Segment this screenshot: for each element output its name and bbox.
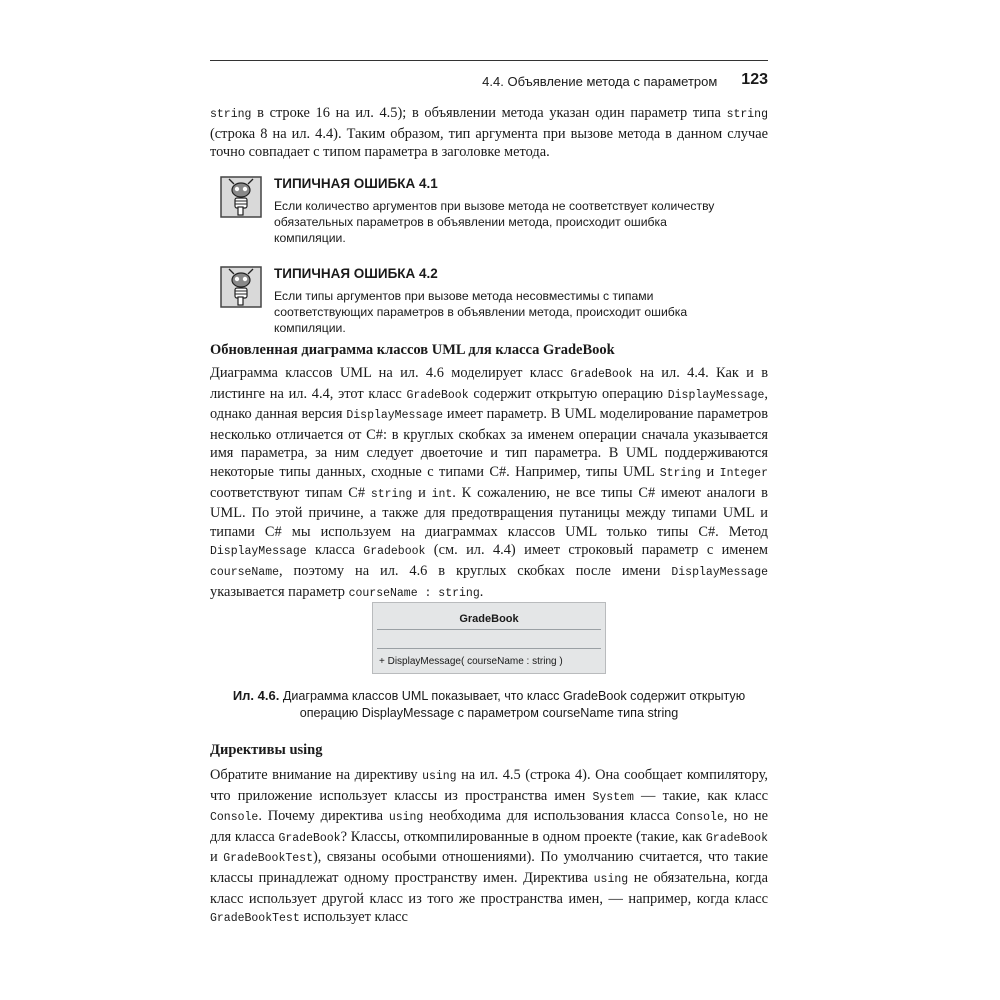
section-heading-using: Директивы using: [210, 742, 323, 758]
inline-code: using: [388, 811, 424, 825]
inline-code: string: [210, 108, 252, 121]
inline-code: DisplayMessage: [671, 565, 768, 579]
inline-code: DisplayMessage: [346, 409, 443, 423]
inline-code: GradeBookTest: [210, 912, 300, 926]
text-run: соответствуют типам C#: [210, 484, 371, 501]
uml-class-name: GradeBook: [459, 613, 519, 625]
text-run: , однако данная версия: [210, 385, 768, 423]
uml-operation: + DisplayMessage( courseName : string ): [379, 656, 563, 667]
inline-code: DisplayMessage: [667, 388, 765, 402]
text-run: Диаграмма классов UML на ил. 4.6 моделирует класс: [210, 365, 571, 381]
text-run: .: [479, 583, 484, 600]
inline-code: using: [422, 770, 457, 783]
inline-code: DisplayMessage: [210, 545, 307, 559]
inline-code: GradeBook: [406, 388, 469, 402]
text-run: содержит открытую операцию: [468, 385, 668, 402]
figure-caption-text: Диаграмма классов UML показывает, что класс GradeBook содержит открытую операцию DisplayMessage с параметром courseName типа string: [279, 689, 746, 720]
uml-divider: [377, 629, 601, 630]
inline-code: string: [370, 487, 413, 501]
inline-code: GradeBook: [705, 831, 768, 845]
text-run: необходима для использования класса: [423, 808, 676, 825]
inline-code: Console: [210, 811, 259, 825]
using-paragraph: [210, 766, 768, 929]
text-run: в строке 16 на ил. 4.5); в объявлении метода указан один параметр типа: [251, 105, 727, 121]
figure-caption: [210, 688, 768, 721]
inline-code: Console: [675, 811, 724, 825]
page-number: 123: [741, 71, 768, 88]
text-run: и: [701, 463, 720, 480]
inline-code: courseName : string: [348, 586, 480, 600]
text-run: Обратите внимание на директиву: [210, 767, 423, 783]
figure-label: Ил. 4.6.: [232, 688, 280, 703]
uml-paragraph: [210, 364, 768, 603]
note-title: ТИПИЧНАЯ ОШИБКА 4.2: [274, 266, 438, 281]
running-header: [210, 60, 768, 89]
text-run: указывается параметр: [210, 583, 349, 600]
text-run: (см. ил. 4.4) имеет строковый параметр с именем: [425, 542, 768, 559]
inline-code: String: [659, 466, 702, 480]
uml-divider: [377, 648, 601, 649]
typical-error-note-1: [220, 176, 768, 246]
inline-code: Gradebook: [363, 545, 426, 559]
text-run: , но не для класса: [210, 808, 768, 845]
note-title: ТИПИЧНАЯ ОШИБКА 4.1: [274, 176, 438, 191]
inline-code: GradeBook: [570, 368, 633, 381]
uml-class-diagram: [372, 602, 606, 674]
text-run: на ил. 4.4. Как и в листинге на ил. 4.4, этот класс: [210, 365, 769, 402]
inline-code: Integer: [719, 466, 768, 480]
inline-code: GradeBookTest: [223, 852, 313, 866]
bug-thumbs-down-icon: [220, 176, 262, 218]
text-run: , поэтому на ил. 4.6 в круглых скобках после имени: [279, 562, 672, 579]
inline-code: using: [593, 872, 629, 886]
typical-error-note-2: [220, 266, 768, 336]
bug-thumbs-down-icon: [220, 266, 262, 308]
note-text: Если количество аргументов при вызове метода не соответствует количеству обязательных параметров в объявлении метода, происходит ошибка компиляции.: [274, 199, 715, 245]
text-run: (строка 8 на ил. 4.4). Таким образом, тип аргумента при вызове метода в данном случае точно совпадает с типом параметра в заголовке метода.: [210, 125, 768, 161]
text-run: ? Классы, откомпилированные в одном проекте (такие, как: [340, 828, 706, 845]
text-run: ), связаны особыми отношениями). По умолчанию считается, что такие классы принадлежат одному пространству имен. Директива: [210, 849, 768, 886]
inline-code: string: [726, 108, 768, 121]
section-heading-uml: Обновленная диаграмма классов UML для класса GradeBook: [210, 342, 615, 358]
text-run: и: [210, 849, 224, 866]
text-run: и: [412, 484, 432, 501]
note-text: Если типы аргументов при вызове метода несовместимы с типами соответствующих параметров в объявлении метода, происходит ошибка компиляции.: [274, 289, 688, 335]
inline-code: int: [431, 487, 453, 501]
text-run: использует класс: [299, 909, 408, 926]
inline-code: System: [592, 790, 634, 804]
text-run: . К сожалению, не все типы C# имеют аналоги в UML. По этой причине, а также для предотвращения путаницы между типами UML и типами C# мы используем на диаграммах классов UML только типы C#. Метод: [210, 484, 768, 540]
intro-paragraph: [210, 104, 768, 162]
text-run: . Почему директива: [258, 808, 389, 825]
text-run: — такие, как класс: [633, 787, 768, 804]
text-run: имеет параметр. В UML моделирование параметров несколько отличается от C#: в круглых скобках за именем операции сначала указывается имя параметра, за ним следует двоеточие и тип параметра. В UML поддерживаются некоторые типы данных, сходные с типами C#. Например, типы UML: [210, 406, 769, 480]
header-title: 4.4. Объявление метода с параметром: [482, 74, 718, 89]
inline-code: courseName: [210, 565, 280, 579]
text-run: на ил. 4.5 (строка 4). Она сообщает компилятору, что приложение использует классы из пространства имен: [210, 767, 768, 804]
inline-code: GradeBook: [278, 831, 341, 845]
text-run: класса: [306, 542, 364, 559]
text-run: не обязательна, когда класс использует другой класс из того же пространства имен, — например, когда класс: [210, 869, 768, 907]
